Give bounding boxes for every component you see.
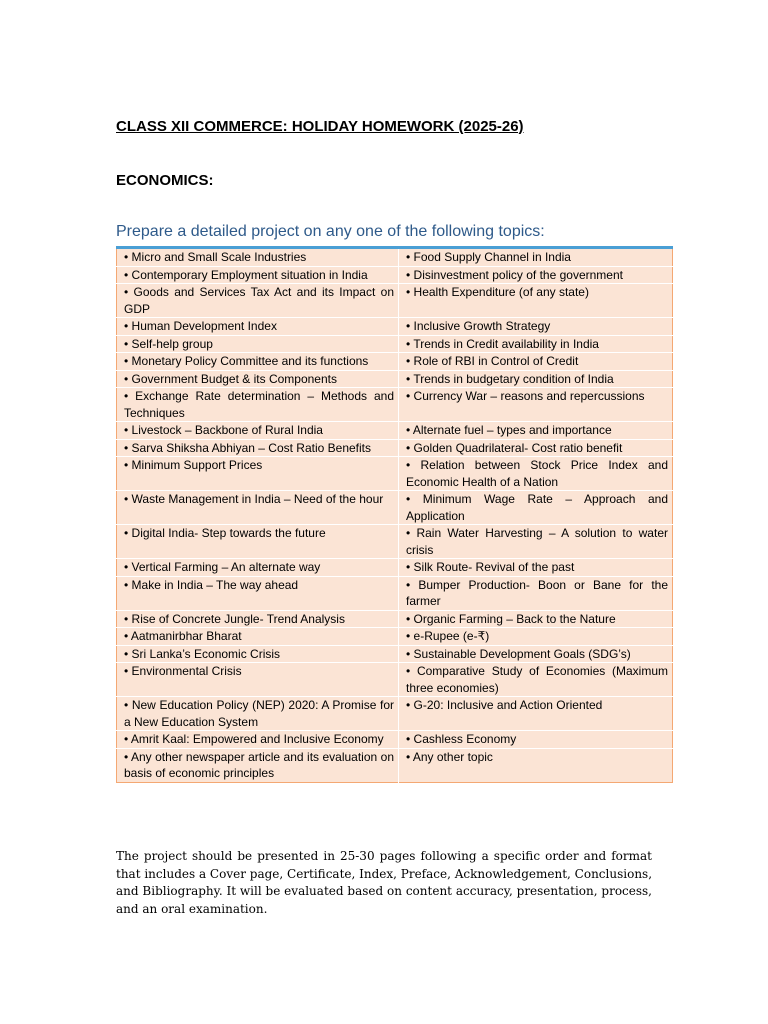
table-row [117,731,673,749]
topic-cell-right: • Cashless Economy [399,731,673,749]
table-row [117,422,673,440]
section-heading: ECONOMICS: [116,172,214,189]
topic-cell-left: • Vertical Farming – An alternate way [117,559,399,577]
table-row [117,335,673,353]
topic-cell-right: • Any other topic [406,749,493,764]
topic-cell-left: • Self-help group [117,335,399,353]
topic-cell-right: • Organic Farming – Back to the Nature [399,610,673,628]
table-row [117,645,673,663]
topic-cell-right: • Silk Route- Revival of the past [399,559,673,577]
topic-cell-left: • Contemporary Employment situation in India [117,266,399,284]
table-row [117,491,673,525]
topic-cell-left: • Amrit Kaal: Empowered and Inclusive Economy [117,731,399,749]
table-row [117,284,673,318]
table-row [117,266,673,284]
topic-cell-right: • Food Supply Channel in India [399,248,673,267]
table-row [117,748,673,782]
topic-cell-left: • Waste Management in India – Need of the hour [117,491,399,525]
table-row [117,388,673,422]
topic-cell-right: • Sustainable Development Goals (SDG’s) [399,645,673,663]
page-title: CLASS XII COMMERCE: HOLIDAY HOMEWORK (2025-26) [116,118,524,135]
table-row [117,628,673,646]
topic-cell-left: • Sarva Shiksha Abhiyan – Cost Ratio Benefits [117,439,399,457]
topic-cell-left: • Exchange Rate determination – Methods and Techniques [117,388,399,422]
topic-cell-right: • Golden Quadrilateral- Cost ratio benefit [399,439,673,457]
topic-cell-right: • Role of RBI in Control of Credit [399,353,673,371]
topic-cell-left: • Micro and Small Scale Industries [117,248,399,267]
topic-cell-right: • Inclusive Growth Strategy [399,318,673,336]
topic-cell-left: • Livestock – Backbone of Rural India [117,422,399,440]
table-row [117,559,673,577]
topic-cell-left: • Aatmanirbhar Bharat [117,628,399,646]
topic-cell-right: • Comparative Study of Economies (Maximum three economies) [399,663,673,697]
topic-cell-right: • Relation between Stock Price Index and Economic Health of a Nation [399,457,673,491]
table-row [117,439,673,457]
topic-cell-right: • Trends in budgetary condition of India [399,370,673,388]
conclusion-paragraph: The project should be presented in 25-30 pages following a specific order and format that includes a Cover page, Certificate, Index, Preface, Acknowledgement, Conclusions, and Bibliography. It will be evaluated based on content accuracy, presentation, process, and an oral examination. [116,849,653,916]
table-row [117,353,673,371]
topic-cell-left: • Monetary Policy Committee and its functions [117,353,399,371]
table-row [117,697,673,731]
topic-cell-left: • Make in India – The way ahead [117,576,399,610]
topic-cell-right: • Disinvestment policy of the government [399,266,673,284]
topic-cell-right: • Minimum Wage Rate – Approach and Application [399,491,673,525]
topic-cell-left: • Government Budget & its Components [117,370,399,388]
topic-cell-left: • Minimum Support Prices [117,457,399,491]
topic-cell-right: • Health Expenditure (of any state) [399,284,673,318]
topic-cell-right: • G-20: Inclusive and Action Oriented [399,697,673,731]
table-row [117,663,673,697]
table-row [117,525,673,559]
table-row [117,318,673,336]
topic-cell-right: • e-Rupee (e-₹) [399,628,673,646]
table-row [117,610,673,628]
topic-cell-left: • Any other newspaper article and its evaluation on basis of economic principles [117,748,399,782]
topic-cell-right: • Rain Water Harvesting – A solution to water crisis [399,525,673,559]
topic-cell-right: • Bumper Production- Boon or Bane for the farmer [399,576,673,610]
topic-cell-left: • Environmental Crisis [117,663,399,697]
topic-cell-left: • Goods and Services Tax Act and its Impact on GDP [117,284,399,318]
topic-cell-left: • Sri Lanka’s Economic Crisis [117,645,399,663]
topic-cell-right: • Alternate fuel – types and importance [399,422,673,440]
topic-cell-right: • Trends in Credit availability in India [399,335,673,353]
topic-cell-left: • Rise of Concrete Jungle- Trend Analysis [117,610,399,628]
topics-table [116,246,673,783]
topic-cell-left: • Digital India- Step towards the future [117,525,399,559]
intro-heading: Prepare a detailed project on any one of the following topics: [116,223,545,240]
table-row [117,576,673,610]
topic-cell-right: • Currency War – reasons and repercussions [399,388,673,422]
table-row [117,248,673,267]
table-row [117,370,673,388]
topic-cell-left: • New Education Policy (NEP) 2020: A Promise for a New Education System [117,697,399,731]
topic-cell-left: • Human Development Index [117,318,399,336]
table-row [117,457,673,491]
